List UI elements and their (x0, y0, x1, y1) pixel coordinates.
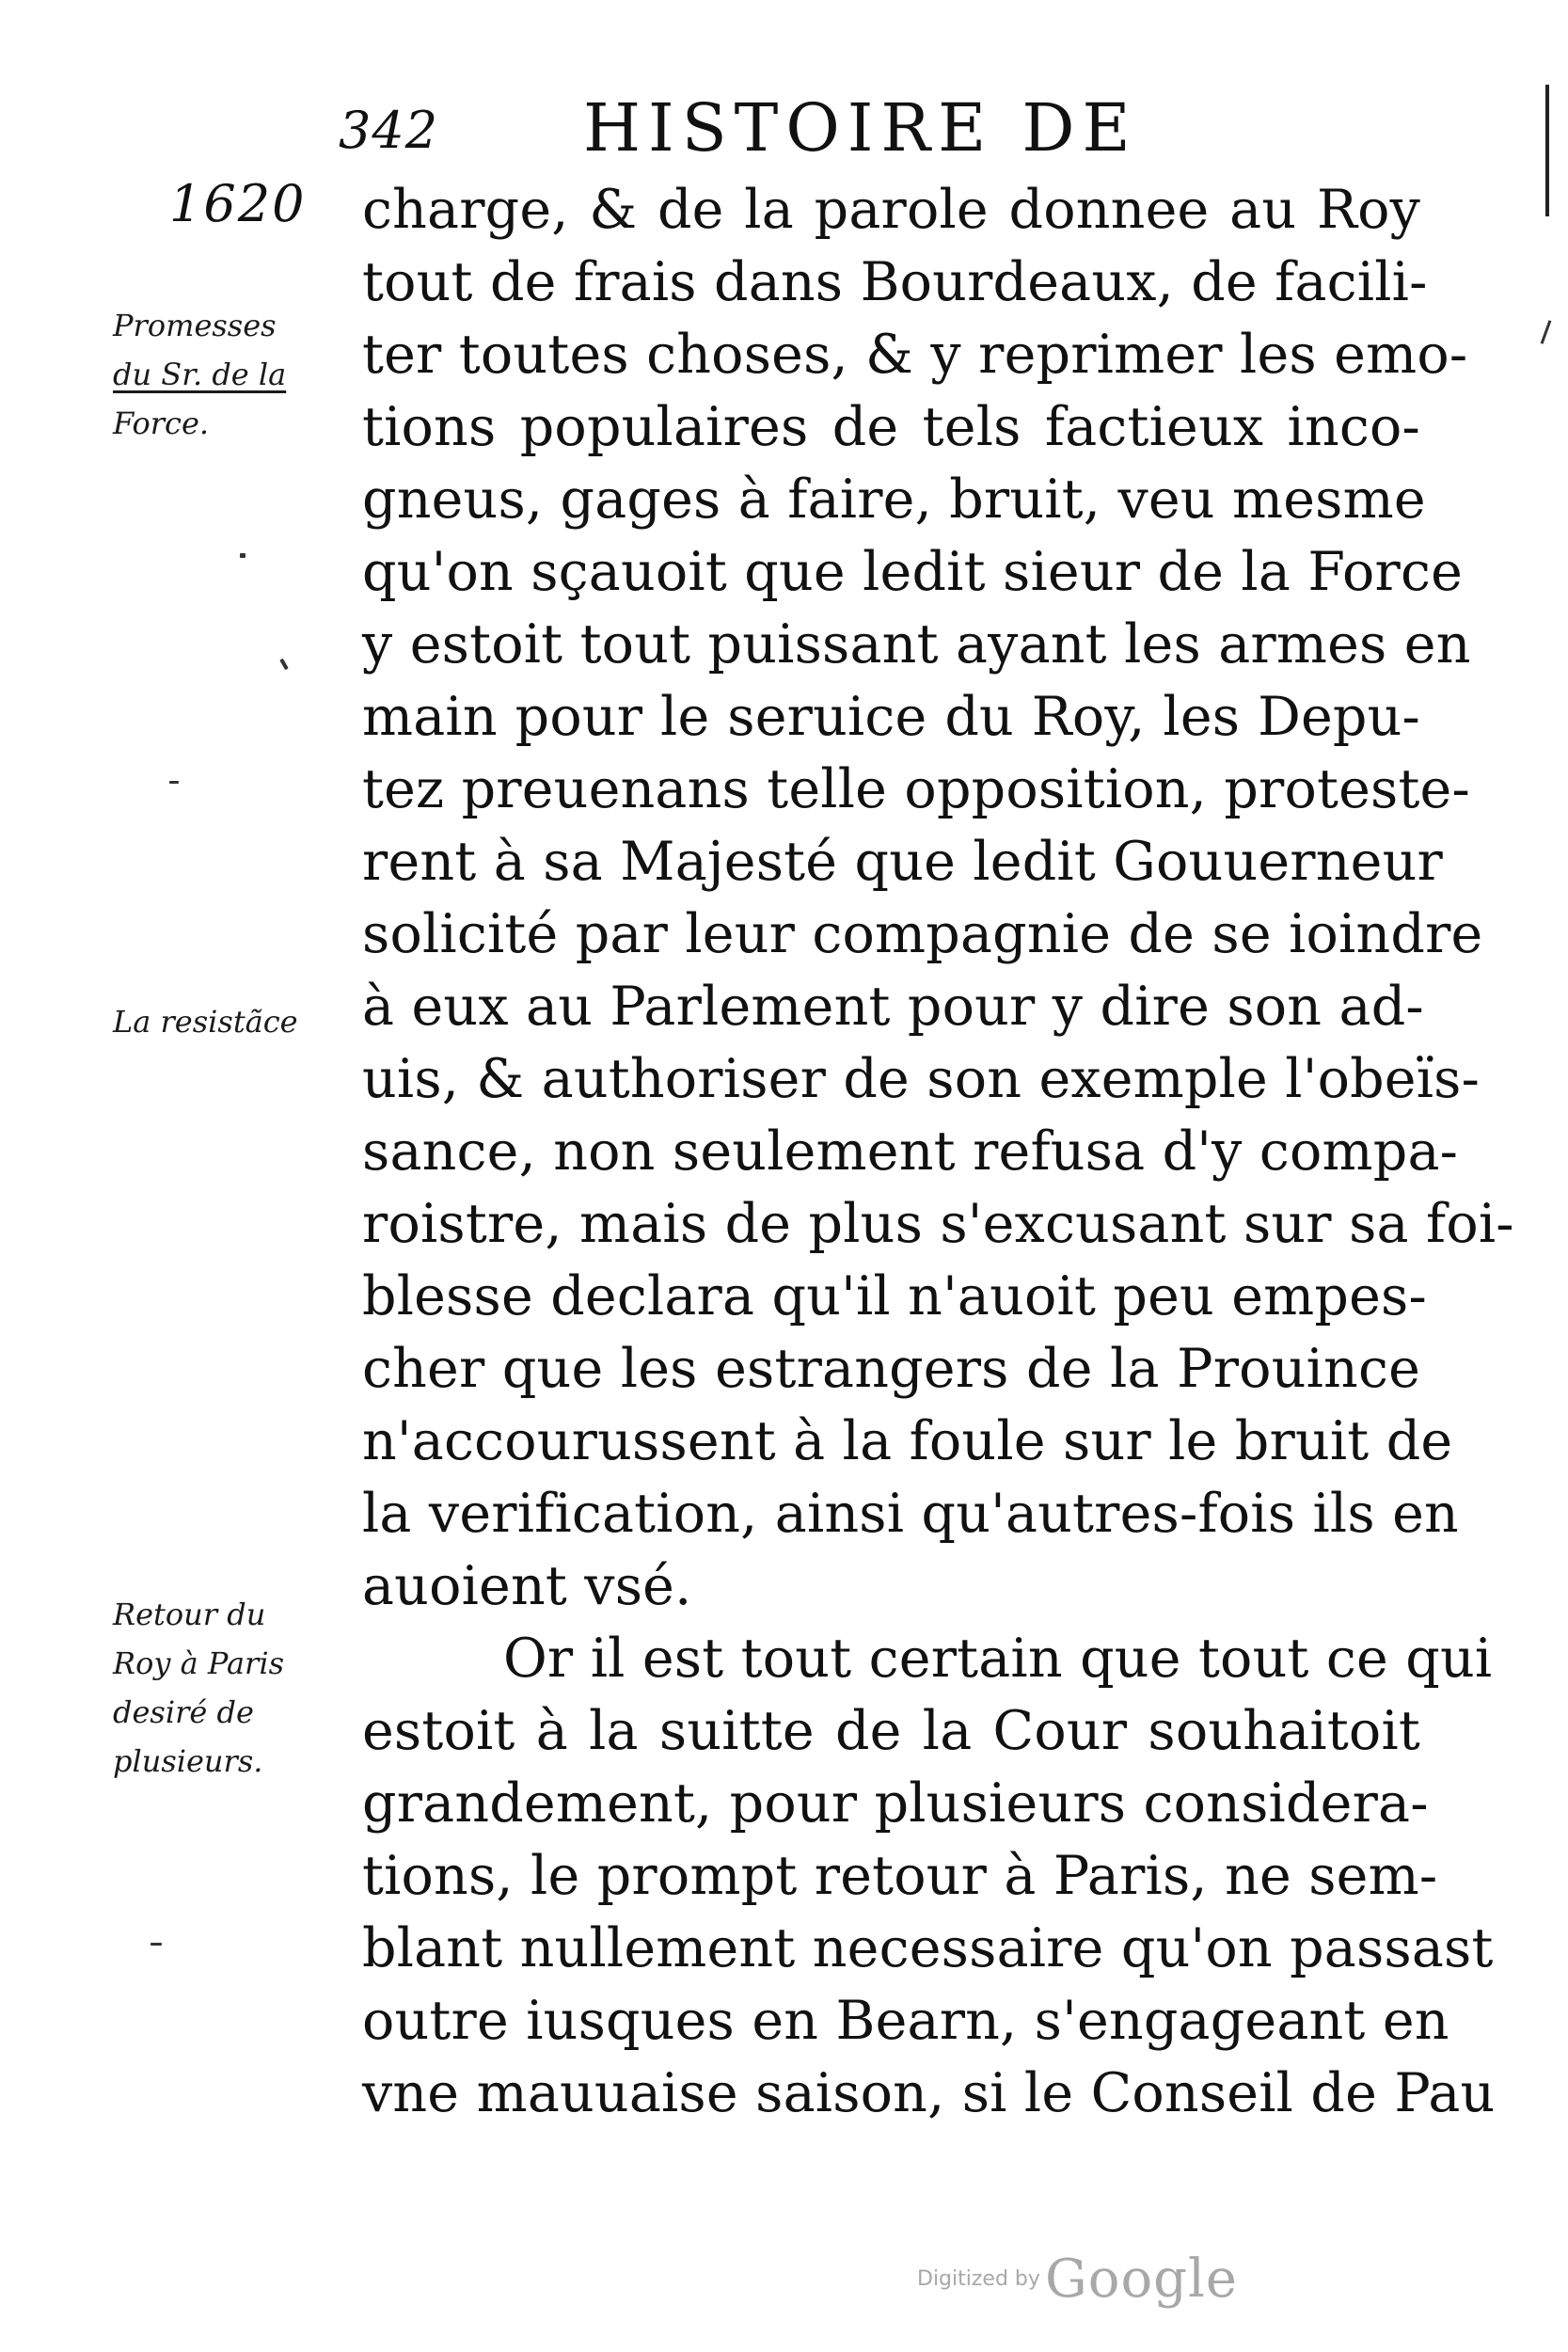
text-line: tez preuenans telle opposition, proteste- (362, 758, 1470, 820)
running-title: HISTOIRE DE (583, 89, 1138, 167)
text-line: uis, & authoriser de son exemple l'obeïs- (362, 1048, 1481, 1110)
margin-note-line: La resistãce (113, 1004, 298, 1040)
text-line: blesse declara qu'il n'auoit peu empes- (362, 1265, 1427, 1327)
margin-year: 1620 (169, 174, 307, 233)
text-line: sance, non seulement refusa d'y compa- (362, 1120, 1459, 1183)
text-line: tions, le prompt retour à Paris, ne sem- (362, 1845, 1438, 1907)
text-line: Or il est tout certain que tout ce qui (503, 1628, 1493, 1690)
text-line: tions populaires de tels factieux inco- (362, 396, 1420, 458)
text-line: y estoit tout puissant ayant les armes en (362, 613, 1471, 675)
ink-speck (279, 659, 288, 670)
ink-speck (169, 781, 179, 784)
body-text (362, 174, 1514, 2130)
text-line: solicité par leur compagnie de se ioindre (362, 903, 1483, 965)
text-line: vne mauuaise saison, si le Conseil de Pau (362, 2062, 1496, 2124)
text-line: cher que les estrangers de la Prouince (362, 1338, 1420, 1400)
margin-note-resistance (113, 997, 367, 1046)
text-line: outre iusques en Bearn, s'engageant en (362, 1990, 1449, 2052)
margin-note-line: plusieurs. (113, 1743, 263, 1779)
margin-note-line: Promesses (113, 308, 277, 343)
page-header (339, 89, 1430, 174)
margin-note-line: Roy à Paris (113, 1645, 284, 1681)
text-line: gneus, gages à faire, bruit, veu mesme (362, 469, 1426, 531)
text-line: n'accourussent à la foule sur le bruit de (362, 1410, 1453, 1472)
text-line: tout de frais dans Bourdeaux, de facili- (362, 251, 1428, 313)
ink-speck (150, 1943, 162, 1946)
margin-note-line: Retour du (113, 1597, 266, 1632)
margin-note-line: du Sr. de la (113, 357, 287, 392)
page-edge-rule (1545, 85, 1549, 216)
watermark-brand: Google (1045, 2249, 1239, 2310)
margin-note-retour (113, 1590, 367, 1786)
page-edge-mark (1541, 320, 1552, 343)
text-line: la verification, ainsi qu'autres-fois ils en (362, 1483, 1459, 1545)
text-line: qu'on sçauoit que ledit sieur de la Force (362, 541, 1464, 603)
text-line: ter toutes choses, & y reprimer les emo- (362, 324, 1468, 386)
margin-note-line: Force. (113, 405, 210, 441)
text-line: blant nullement necessaire qu'on passast (362, 1917, 1494, 1979)
text-line: estoit à la suitte de la Cour souhaitoit (362, 1700, 1420, 1762)
text-line: auoient vsé. (362, 1555, 692, 1617)
text-line: grandement, pour plusieurs considera- (362, 1772, 1429, 1835)
watermark-prefix: Digitized by (917, 2267, 1040, 2291)
text-line: à eux au Parlement pour y dire son ad- (362, 976, 1424, 1038)
ink-speck (240, 553, 245, 558)
text-line: roistre, mais de plus s'excusant sur sa foi- (362, 1193, 1514, 1255)
text-line: rent à sa Majesté que ledit Gouuerneur (362, 831, 1443, 893)
margin-note-promesses (113, 301, 367, 448)
text-line: main pour le seruice du Roy, les Depu- (362, 686, 1420, 748)
page-number: 342 (339, 101, 439, 160)
digitization-watermark (917, 2249, 1238, 2310)
margin-note-line: desiré de (113, 1694, 254, 1730)
text-line: charge, & de la parole donnee au Roy (362, 179, 1420, 241)
